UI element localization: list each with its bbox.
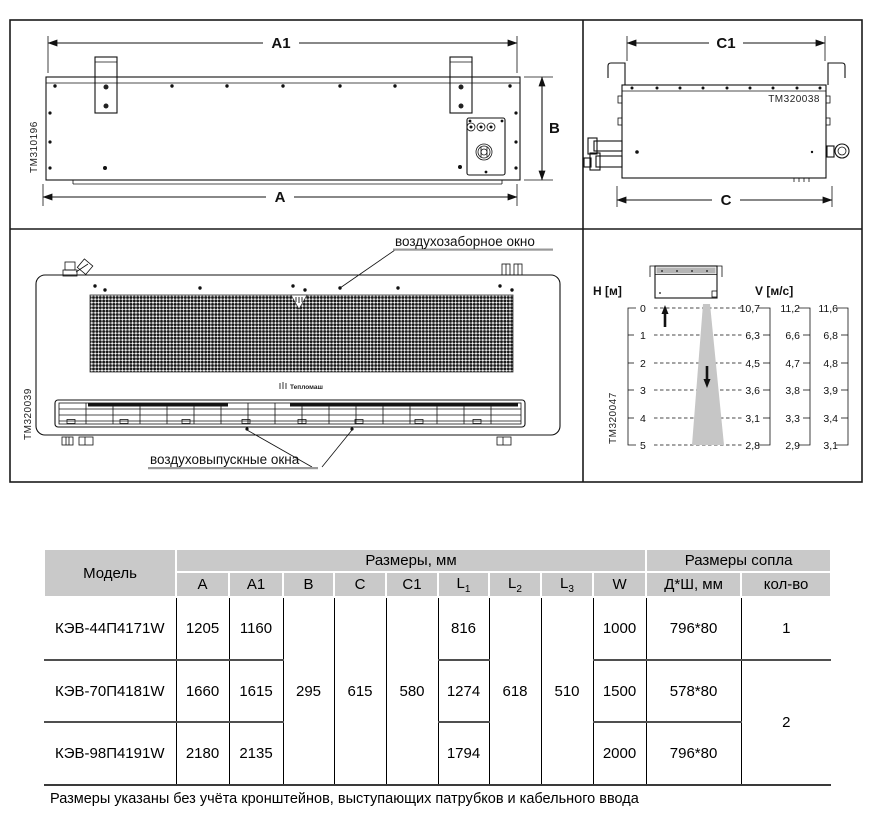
electrical-box bbox=[467, 118, 505, 175]
drawing-code-side: TM320038 bbox=[768, 94, 820, 105]
cell-a-3: 2180 bbox=[176, 722, 229, 785]
drawing-frame bbox=[10, 20, 862, 482]
cell-b-merged: 295 bbox=[283, 597, 334, 785]
intake-window-label: воздухозаборное окно bbox=[395, 234, 535, 249]
cell-a1-2: 1615 bbox=[229, 660, 283, 722]
col-header-nozzle-size: Д*Ш, мм bbox=[646, 572, 741, 597]
brand-logo bbox=[280, 382, 323, 391]
h-scale-bracket bbox=[628, 308, 636, 445]
cell-l2-merged: 618 bbox=[489, 597, 541, 785]
cell-model-2: КЭВ-70П4181W bbox=[44, 660, 176, 722]
col-header-c: C bbox=[334, 572, 386, 597]
v-col2-h4: 3,3 bbox=[785, 413, 800, 425]
v-col3-h4: 3,4 bbox=[823, 413, 838, 425]
cell-model-3: КЭВ-98П4191W bbox=[44, 722, 176, 785]
col-header-w: W bbox=[593, 572, 646, 597]
v-col3-h1: 6,8 bbox=[823, 330, 838, 342]
col-header-a: A bbox=[176, 572, 229, 597]
col-header-a1: A1 bbox=[229, 572, 283, 597]
velocity-chart bbox=[593, 266, 848, 452]
cell-a1-3: 2135 bbox=[229, 722, 283, 785]
h-tick-3: 3 bbox=[640, 385, 646, 397]
cell-c-merged: 615 bbox=[334, 597, 386, 785]
col-header-l1: $L_1$ bbox=[438, 572, 489, 597]
h-tick-1: 1 bbox=[640, 330, 646, 342]
v-col1-h4: 3,1 bbox=[745, 413, 760, 425]
cell-w-1: 1000 bbox=[593, 597, 646, 660]
bottom-feet bbox=[62, 437, 511, 445]
rear-top-bolts bbox=[48, 84, 517, 170]
bottom-vents bbox=[794, 178, 809, 182]
intake-grille bbox=[90, 295, 513, 372]
outlet-windows-callout bbox=[148, 427, 354, 469]
table-footnote: Размеры указаны без учёта кронштейнов, выступающих патрубков и кабельного ввода bbox=[50, 791, 639, 807]
cell-nozzle-2: 578*80 bbox=[646, 660, 741, 722]
col-header-b: B bbox=[283, 572, 334, 597]
cell-nozzle-1: 796*80 bbox=[646, 597, 741, 660]
cell-l1-2: 1274 bbox=[438, 660, 489, 722]
rear-view-drawing bbox=[29, 35, 560, 206]
col-header-l2: $L_2$ bbox=[489, 572, 541, 597]
col-header-c1: C1 bbox=[386, 572, 438, 597]
v-col2-h3: 3,8 bbox=[785, 385, 800, 397]
h-tick-4: 4 bbox=[640, 413, 646, 425]
dim-label-a: A bbox=[274, 189, 286, 206]
h-scale-ticks bbox=[628, 335, 634, 418]
cell-a-2: 1660 bbox=[176, 660, 229, 722]
cell-nozzle-3: 796*80 bbox=[646, 722, 741, 785]
dim-label-c: C bbox=[720, 192, 732, 209]
top-right-tabs bbox=[502, 264, 522, 275]
cell-c1-merged: 580 bbox=[386, 597, 438, 785]
drawing-code-rear: TM310196 bbox=[29, 121, 40, 173]
cell-model-1: КЭВ-44П4171W bbox=[44, 597, 176, 660]
v-col2-h0: 11,2 bbox=[780, 303, 800, 315]
cell-qty-merged: 2 bbox=[741, 660, 831, 785]
front-screws bbox=[93, 284, 513, 291]
v-col1-h3: 3,6 bbox=[745, 385, 760, 397]
drawing-code-front: TM320039 bbox=[23, 388, 34, 440]
dim-label-b: B bbox=[549, 120, 560, 137]
cell-qty-1: 1 bbox=[741, 597, 831, 660]
cell-a1-1: 1160 bbox=[229, 597, 283, 660]
v-col3-h3: 3,9 bbox=[823, 385, 838, 397]
cell-l1-1: 816 bbox=[438, 597, 489, 660]
dimensions-table bbox=[43, 548, 832, 786]
v-col3-h2: 4,8 bbox=[823, 358, 838, 370]
cell-w-3: 2000 bbox=[593, 722, 646, 785]
cell-a-1: 1205 bbox=[176, 597, 229, 660]
drawing-code-chart: TM320047 bbox=[608, 392, 619, 444]
front-view-drawing bbox=[23, 234, 560, 469]
ceiling-hook-left bbox=[608, 63, 625, 85]
table-row bbox=[44, 597, 831, 660]
intake-window-callout bbox=[340, 234, 553, 288]
dim-label-a1: A1 bbox=[271, 35, 291, 52]
col-header-l3: $L_3$ bbox=[541, 572, 593, 597]
col-header-qty: кол-во bbox=[741, 572, 831, 597]
v-col2-h5: 2,9 bbox=[785, 440, 800, 452]
v-axis-label: V [м/с] bbox=[755, 284, 794, 298]
valve-cluster bbox=[63, 259, 93, 276]
pipe-connections bbox=[584, 138, 622, 170]
h-tick-2: 2 bbox=[640, 358, 646, 370]
ceiling-hook-right bbox=[828, 63, 845, 85]
dim-label-c1: C1 bbox=[716, 35, 736, 52]
group-header-dimensions: Размеры, мм bbox=[176, 549, 646, 572]
v-col2-h1: 6,6 bbox=[785, 330, 800, 342]
outlet-windows-label: воздуховыпускные окна bbox=[150, 452, 300, 467]
v-col1-h5: 2,8 bbox=[745, 440, 760, 452]
v-col3-h0: 11,6 bbox=[818, 303, 838, 315]
outlet-louver bbox=[55, 400, 525, 427]
h-tick-5: 5 bbox=[640, 440, 646, 452]
h-tick-0: 0 bbox=[640, 303, 646, 315]
cable-gland bbox=[827, 144, 849, 158]
cell-l3-merged: 510 bbox=[541, 597, 593, 785]
unit-icon bbox=[650, 266, 722, 298]
cell-l1-3: 1794 bbox=[438, 722, 489, 785]
h-axis-label: H [м] bbox=[593, 284, 622, 298]
cell-w-2: 1500 bbox=[593, 660, 646, 722]
v-col3-h5: 3,1 bbox=[823, 440, 838, 452]
col-header-model: Модель bbox=[44, 549, 176, 597]
side-view-drawing bbox=[584, 35, 849, 209]
group-header-nozzle: Размеры сопла bbox=[646, 549, 831, 572]
v-col1-h1: 6,3 bbox=[745, 330, 760, 342]
brand-text: Тепломаш bbox=[290, 384, 323, 391]
table-row bbox=[44, 722, 831, 785]
table-row bbox=[44, 660, 831, 722]
v-col2-h2: 4,7 bbox=[785, 358, 800, 370]
v-col1-h2: 4,5 bbox=[745, 358, 760, 370]
bottom-lip bbox=[73, 180, 502, 184]
v-col1-h0: 10,7 bbox=[739, 303, 760, 315]
